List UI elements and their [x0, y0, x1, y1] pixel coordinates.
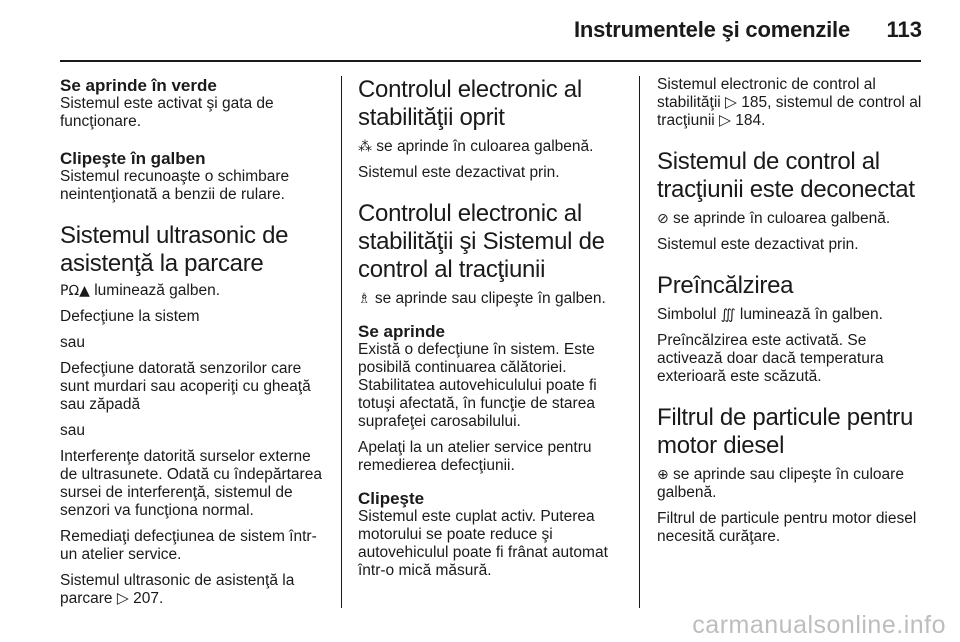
diesel-filter-icon: ⊕: [657, 467, 669, 483]
paragraph: Sistemul este cuplat activ. Puterea motorului se poate reduce şi autovehiculul poate fi frânat automat într-o mică măsură.: [358, 508, 608, 579]
paragraph: ⊘ se aprinde în culoarea galbenă.: [657, 210, 891, 227]
paragraph: sau: [60, 422, 85, 439]
page-number: 113: [886, 17, 922, 42]
header-rule: [60, 60, 921, 62]
paragraph-reference: Sistemul electronic de control al stabilităţii ▷ 185, sistemul de control al tracţiunii ▷ 184.: [657, 76, 922, 129]
paragraph: Sistemul este activat şi gata de funcţionare.: [60, 95, 274, 130]
paragraph: Sistemul este dezactivat prin.: [358, 164, 560, 181]
paragraph: Remediaţi defecţiunea de sistem într-un atelier service.: [60, 528, 317, 563]
paragraph: Apelaţi la un atelier service pentru remedierea defecţiunii.: [358, 439, 592, 474]
heading-ultrasonic: Sistemul ultrasonic de asistenţă la parcare: [60, 222, 289, 277]
paragraph: Sistemul recunoaşte o schimbare neintenţionată a benzii de rulare.: [60, 168, 290, 203]
esc-icon: ♗: [358, 291, 371, 307]
paragraph: Simbolul ∭ luminează în galben.: [657, 306, 883, 323]
watermark: carmanualsonline.info: [692, 611, 946, 639]
paragraph: Interferenţe datorită surselor externe de ultrasunete. Odată cu îndepărtarea sursei de interferenţă, sistemul de senzori va funcţiona normal.: [60, 448, 322, 519]
paragraph: sau: [60, 334, 85, 351]
paragraph: Defecţiune datorată senzorilor care sunt murdari sau acoperiţi cu gheaţă sau zăpadă: [60, 360, 311, 413]
paragraph: Sistemul este dezactivat prin.: [657, 236, 859, 253]
heading-verde: Se aprinde în verde: [60, 76, 217, 95]
column-divider: [639, 76, 640, 608]
esc-off-icon: ⁂: [358, 139, 372, 155]
heading-esc-tc: Controlul electronic al stabilităţii şi Sistemul de control al tracţiunii: [358, 200, 605, 283]
heading-aprinde: Se aprinde: [358, 322, 445, 341]
heading-galben: Clipeşte în galben: [60, 149, 206, 168]
column-3: [657, 76, 925, 554]
heading-clipeste: Clipeşte: [358, 489, 425, 508]
paragraph: Există o defecţiune în sistem. Este posibilă continuarea călătoriei. Stabilitatea autovehiculului poate fi totuşi afectată, în funcţie de starea suprafeţei carosabilului.: [358, 341, 597, 430]
glow-plug-icon: ∭: [720, 307, 736, 323]
heading-preincalzire: Preîncălzirea: [657, 272, 794, 299]
parking-assist-icon: PΩ▲: [60, 283, 90, 299]
paragraph: ⁂ se aprinde în culoarea galbenă.: [358, 138, 594, 155]
heading-tc-off: Sistemul de control al tracţiunii este deconectat: [657, 148, 915, 203]
paragraph: ♗ se aprinde sau clipeşte în galben.: [358, 290, 606, 307]
section-title: Instrumentele şi comenzile: [574, 17, 850, 42]
page-header: [0, 0, 960, 58]
column-1: [60, 76, 328, 616]
column-divider: [341, 76, 342, 608]
paragraph: PΩ▲ luminează galben.: [60, 282, 221, 299]
column-2: [358, 76, 626, 588]
tc-off-icon: ⊘: [657, 211, 669, 227]
heading-esc-off: Controlul electronic al stabilităţii oprit: [358, 76, 582, 131]
paragraph: ⊕ se aprinde sau clipeşte în culoare galbenă.: [657, 466, 904, 501]
heading-filtru: Filtrul de particule pentru motor diesel: [657, 404, 914, 459]
paragraph-reference: Sistemul ultrasonic de asistenţă la parcare ▷ 207.: [60, 572, 295, 607]
paragraph: Preîncălzirea este activată. Se activează doar dacă temperatura exterioară este scăzută.: [657, 332, 884, 385]
paragraph: Filtrul de particule pentru motor diesel necesită curăţare.: [657, 510, 917, 545]
paragraph: Defecţiune la sistem: [60, 308, 200, 325]
